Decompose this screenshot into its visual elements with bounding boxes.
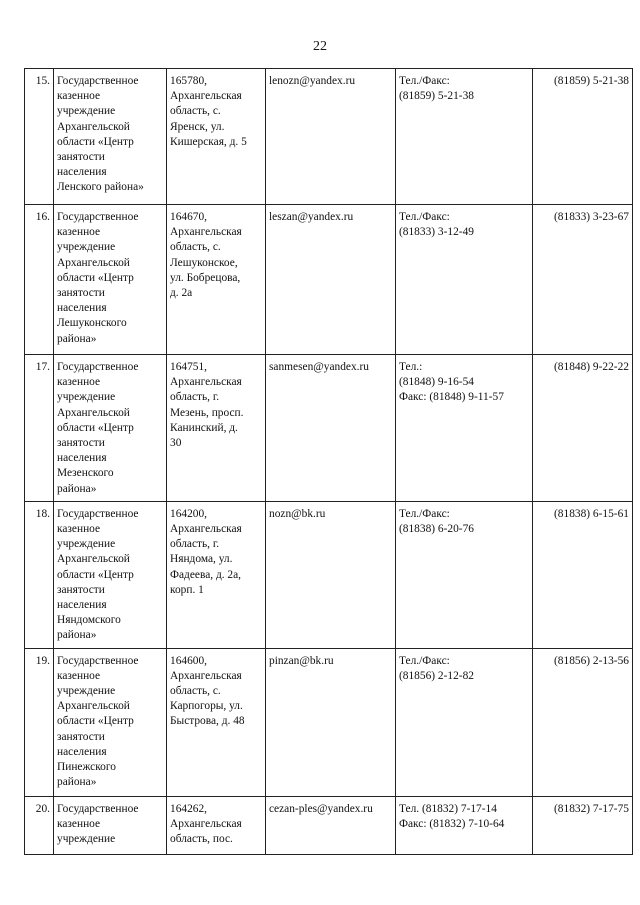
organization-name-line: учреждение [57, 538, 116, 551]
address-line: 30 [170, 437, 182, 450]
organization-name-cell [54, 205, 167, 355]
phone-line: Тел.: [399, 361, 423, 373]
row-number-cell: 16. [25, 205, 54, 355]
address-line: область, с. [170, 105, 221, 118]
organization-name-line: населения [57, 599, 107, 612]
row-number-cell: 18. [25, 501, 54, 648]
organization-name-line: Архангельской [57, 406, 130, 419]
address-line: Кишерская, д. 5 [170, 135, 247, 148]
fax-cell: (81859) 5-21-38 [533, 69, 633, 205]
phone-line: Факс: (81848) 9-11-57 [399, 391, 504, 404]
table-body [25, 69, 633, 855]
email-cell [266, 205, 396, 355]
table-row [25, 796, 633, 854]
table-row [25, 501, 633, 648]
organization-name-line: казенное [57, 226, 101, 239]
organization-name-line: населения [57, 166, 107, 179]
phone-line: Тел./Факс: [399, 211, 450, 223]
organization-name-line: учреждение [57, 391, 116, 404]
organization-name-line: занятости [57, 730, 105, 743]
phone-line: Тел./Факс: [399, 507, 450, 520]
address-line: Архангельская [170, 523, 242, 536]
organization-name-line: области «Центр [57, 715, 134, 728]
phone-line: Тел. (81832) 7-17-14 [399, 802, 497, 815]
row-number-cell: 15. [25, 69, 54, 205]
address-line: Няндома, ул. [170, 553, 233, 566]
organization-name-line: казенное [57, 523, 101, 536]
organization-name-line: Государственное [57, 507, 139, 520]
organization-name-line: района» [57, 332, 97, 345]
address-line: Фадеева, д. 2а, [170, 568, 242, 581]
address-line: Яренск, ул. [170, 120, 225, 133]
organization-name-line: казенное [57, 376, 101, 389]
phone-line: (81838) 6-20-76 [399, 523, 474, 536]
phone-cell [396, 501, 533, 648]
address-line: Архангельская [170, 90, 242, 103]
organization-name-cell [54, 355, 167, 502]
fax-cell: (81838) 6-15-61 [533, 501, 633, 648]
employment-centers-table [24, 68, 633, 855]
row-number-cell: 20. [25, 796, 54, 854]
address-line: 164600, [170, 654, 208, 667]
phone-line: (81859) 5-21-38 [399, 90, 474, 103]
phone-line: Факс: (81832) 7-10-64 [399, 817, 505, 830]
address-line: 164262, [170, 802, 208, 815]
address-line: область, с. [170, 241, 221, 254]
address-line: корп. 1 [170, 583, 204, 596]
organization-name-line: Государственное [57, 802, 139, 815]
address-line: область, с. [170, 685, 221, 698]
phone-cell [396, 205, 533, 355]
organization-name-line: Архангельской [57, 120, 130, 133]
organization-name-line: казенное [57, 669, 101, 682]
table-row [25, 355, 633, 502]
organization-name-line: учреждение [57, 685, 116, 698]
organization-name-line: области «Центр [57, 135, 134, 148]
organization-name-line: района» [57, 776, 97, 789]
organization-name-line: Государственное [57, 211, 139, 223]
row-number-cell: 19. [25, 648, 54, 796]
address-cell [167, 355, 266, 502]
phone-line: Тел./Факс: [399, 75, 450, 87]
email-cell [266, 501, 396, 648]
email-link[interactable]: pinzan@bk.ru [269, 654, 334, 667]
email-cell [266, 796, 396, 854]
address-line: 164670, [170, 211, 208, 223]
address-line: Мезень, просп. [170, 406, 244, 419]
address-line: Архангельская [170, 226, 242, 239]
address-line: 165780, [170, 75, 208, 87]
organization-name-line: Государственное [57, 654, 139, 667]
organization-name-line: учреждение [57, 833, 116, 846]
organization-name-line: населения [57, 452, 107, 465]
table-row [25, 648, 633, 796]
row-number-cell: 17. [25, 355, 54, 502]
organization-name-line: Мезенского [57, 467, 114, 480]
organization-name-line: населения [57, 745, 107, 758]
fax-cell: (81832) 7-17-75 [533, 796, 633, 854]
address-line: Карпогоры, ул. [170, 700, 243, 713]
organization-name-line: занятости [57, 437, 105, 450]
organization-name-line: казенное [57, 90, 101, 103]
organization-name-line: Архангельской [57, 553, 130, 566]
email-link[interactable]: lenozn@yandex.ru [269, 75, 356, 87]
organization-name-line: района» [57, 629, 97, 642]
organization-name-line: Няндомского [57, 614, 121, 627]
organization-name-cell [54, 69, 167, 205]
address-line: Быстрова, д. 48 [170, 715, 245, 728]
address-cell [167, 796, 266, 854]
organization-name-line: занятости [57, 287, 105, 300]
organization-name-line: Архангельской [57, 700, 130, 713]
fax-cell: (81848) 9-22-22 [533, 355, 633, 502]
address-cell [167, 205, 266, 355]
organization-name-line: Государственное [57, 361, 139, 373]
email-link[interactable]: nozn@bk.ru [269, 507, 326, 520]
phone-cell [396, 355, 533, 502]
page-number: 22 [313, 39, 327, 54]
address-line: ул. Бобрецова, [170, 271, 241, 284]
address-line: область, г. [170, 391, 220, 404]
organization-name-line: Лешуконского [57, 317, 127, 330]
email-link[interactable]: sanmesen@yandex.ru [269, 361, 370, 373]
fax-cell: (81856) 2-13-56 [533, 648, 633, 796]
phone-line: (81833) 3-12-49 [399, 226, 474, 239]
organization-name-line: Государственное [57, 75, 139, 87]
table-row [25, 205, 633, 355]
address-cell [167, 648, 266, 796]
address-line: Архангельская [170, 669, 242, 682]
address-line: область, г. [170, 538, 220, 551]
phone-cell [396, 69, 533, 205]
organization-name-cell [54, 501, 167, 648]
organization-name-line: района» [57, 482, 97, 495]
address-cell [167, 501, 266, 648]
organization-name-cell [54, 648, 167, 796]
organization-name-line: области «Центр [57, 568, 134, 581]
address-line: д. 2а [170, 287, 193, 300]
organization-name-line: учреждение [57, 241, 116, 254]
organization-name-line: Ленского района» [57, 181, 144, 194]
address-line: Архангельская [170, 817, 242, 830]
fax-cell: (81833) 3-23-67 [533, 205, 633, 355]
email-cell [266, 69, 396, 205]
address-line: Архангельская [170, 376, 242, 389]
address-line: область, пос. [170, 833, 233, 846]
organization-name-line: Пинежского [57, 761, 116, 774]
address-line: 164200, [170, 507, 208, 520]
table-row [25, 69, 633, 205]
organization-name-line: учреждение [57, 105, 116, 118]
phone-cell [396, 648, 533, 796]
phone-cell [396, 796, 533, 854]
organization-name-cell [54, 796, 167, 854]
email-link[interactable]: leszan@yandex.ru [269, 211, 354, 223]
organization-name-line: области «Центр [57, 271, 134, 284]
address-cell [167, 69, 266, 205]
address-line: Канинский, д. [170, 421, 238, 434]
address-line: Лешуконское, [170, 256, 238, 269]
phone-line: (81848) 9-16-54 [399, 376, 474, 389]
organization-name-line: населения [57, 302, 107, 315]
email-cell [266, 355, 396, 502]
email-cell [266, 648, 396, 796]
address-line: 164751, [170, 361, 208, 373]
email-link[interactable]: cezan-ples@yandex.ru [269, 802, 373, 815]
phone-line: Тел./Факс: [399, 654, 450, 667]
organization-name-line: казенное [57, 817, 101, 830]
phone-line: (81856) 2-12-82 [399, 669, 474, 682]
organization-name-line: занятости [57, 151, 105, 164]
organization-name-line: занятости [57, 583, 105, 596]
organization-name-line: области «Центр [57, 421, 134, 434]
organization-name-line: Архангельской [57, 256, 130, 269]
